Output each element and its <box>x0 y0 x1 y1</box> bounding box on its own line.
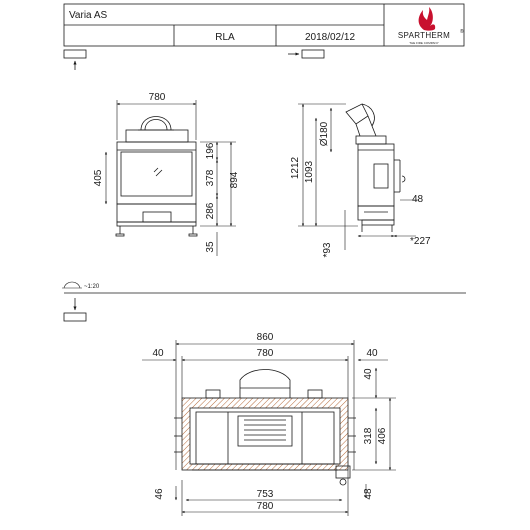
dim-front-mid: 378 <box>205 169 216 187</box>
drawing-date: 2018/02/12 <box>304 32 356 43</box>
front-dimension-lines <box>106 100 236 256</box>
dim-side-inner: 1093 <box>304 160 315 184</box>
dim-plan-right-top: 40 <box>363 368 374 380</box>
dim-plan-inner: 780 <box>256 348 274 359</box>
dim-plan-overall: 860 <box>256 332 274 343</box>
dim-side-flue: Ø180 <box>319 121 330 147</box>
brand-name: SPARTHERM <box>397 31 451 40</box>
brand-registered-mark: ® <box>460 29 464 35</box>
brand-tagline: THE FIRE COMPANY <box>409 41 439 45</box>
dim-plan-bottom-right: 48 <box>363 488 374 500</box>
dim-plan-bottom-left: 46 <box>154 488 165 500</box>
dim-side-bottom-left: *93 <box>322 242 333 258</box>
flame-icon <box>419 7 436 31</box>
dim-side-bottom-right: *227 <box>410 236 431 247</box>
dim-front-glass-height: 405 <box>93 169 104 187</box>
dim-front-foot: 35 <box>205 241 216 253</box>
front-view <box>116 117 197 237</box>
dim-side-total: 1212 <box>290 156 301 180</box>
side-view <box>346 104 405 232</box>
front-view-indicator-icon <box>64 50 86 70</box>
dim-plan-depth-total: 406 <box>377 427 388 445</box>
dim-plan-bottom-total: 780 <box>256 501 274 512</box>
spartherm-logo <box>398 7 464 45</box>
dim-plan-bottom-mid: 753 <box>256 489 274 500</box>
scale-label: ~1:20 <box>84 284 100 290</box>
product-name: Varia AS <box>69 10 108 21</box>
plan-view-indicator-icon <box>64 298 86 321</box>
plan-view <box>174 370 356 486</box>
dim-front-total: 894 <box>229 171 240 189</box>
dim-plan-right-margin: 40 <box>366 348 378 359</box>
dim-plan-left-margin: 40 <box>152 348 164 359</box>
plan-scale-icon <box>62 282 82 288</box>
model-variant: RLA <box>215 32 235 43</box>
dim-front-top: 196 <box>205 142 216 160</box>
dim-front-width: 780 <box>148 92 166 103</box>
dim-plan-depth-inner: 318 <box>363 427 374 445</box>
dim-side-right-offset: 48 <box>412 194 424 205</box>
dim-front-lower: 286 <box>205 202 216 220</box>
side-view-indicator-icon <box>288 50 324 58</box>
